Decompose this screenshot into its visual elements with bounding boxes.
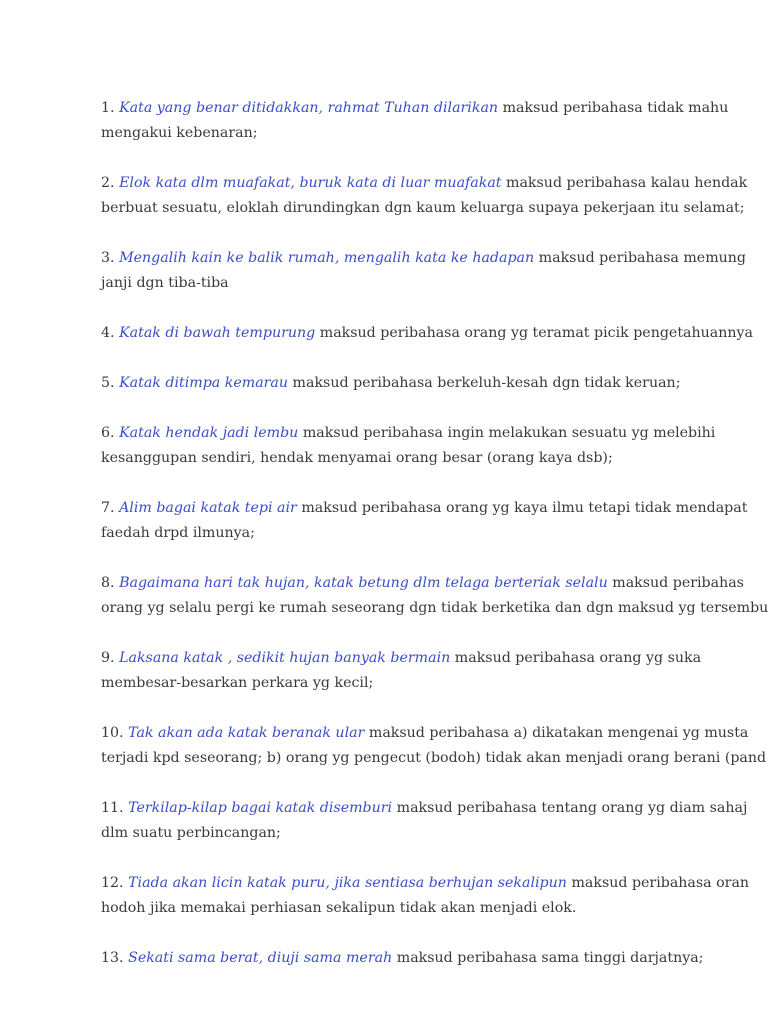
entry-first-line xyxy=(101,96,729,121)
meaning-text: maksud peribahasa oran xyxy=(571,875,750,891)
proverb-entry xyxy=(101,171,748,221)
meaning-text: maksud peribahasa kalau hendak xyxy=(506,175,748,191)
proverb-text: Terkilap-kilap bagai katak disemburi xyxy=(128,800,393,816)
meaning-continuation: faedah drpd ilmunya; xyxy=(101,525,255,541)
proverb-entry xyxy=(101,721,767,771)
proverb-entry xyxy=(101,496,748,546)
proverb-entry xyxy=(101,571,768,621)
entry-number: 2. xyxy=(101,175,115,191)
meaning-continuation: kesanggupan sendiri, hendak menyamai orang besar (orang kaya dsb); xyxy=(101,450,613,466)
meaning-text: maksud peribahasa orang yg teramat picik pengetahuannya xyxy=(319,325,753,341)
proverb-text: Alim bagai katak tepi air xyxy=(119,500,297,516)
meaning-text: maksud peribahasa a) dikatakan mengenai yg musta xyxy=(368,725,749,741)
meaning-continuation: dlm suatu perbincangan; xyxy=(101,825,281,841)
entry-first-line xyxy=(101,246,747,271)
meaning-continuation: terjadi kpd seseorang; b) orang yg pengecut (bodoh) tidak akan menjadi orang berani (pand xyxy=(101,750,767,766)
entry-number: 5. xyxy=(101,375,115,391)
proverb-text: Katak di bawah tempurung xyxy=(119,325,316,341)
meaning-text: maksud peribahasa orang yg suka xyxy=(454,650,702,666)
proverb-text: Kata yang benar ditidakkan, rahmat Tuhan dilarikan xyxy=(119,100,499,116)
entry-number: 10. xyxy=(101,725,124,741)
proverb-entry xyxy=(101,246,747,296)
proverb-text: Mengalih kain ke balik rumah, mengalih kata ke hadapan xyxy=(119,250,535,266)
entry-first-line xyxy=(101,421,716,446)
proverb-text: Bagaimana hari tak hujan, katak betung dlm telaga berteriak selalu xyxy=(119,575,608,591)
entry-number: 4. xyxy=(101,325,115,341)
entry-first-line xyxy=(101,371,701,396)
proverb-entry xyxy=(101,421,716,471)
entry-first-line xyxy=(101,321,753,346)
entry-first-line xyxy=(101,796,748,821)
meaning-continuation: mengakui kebenaran; xyxy=(101,125,258,141)
entry-number: 1. xyxy=(101,100,115,116)
proverb-entry xyxy=(101,946,704,971)
meaning-continuation: janji dgn tiba-tiba xyxy=(101,275,229,291)
proverb-entry xyxy=(101,96,729,146)
entry-number: 6. xyxy=(101,425,115,441)
proverb-text: Laksana katak , sedikit hujan banyak bermain xyxy=(119,650,451,666)
proverb-entry xyxy=(101,871,750,921)
meaning-text: maksud peribahasa memung xyxy=(538,250,747,266)
entry-first-line xyxy=(101,171,748,196)
entry-first-line xyxy=(101,571,744,596)
entry-number: 7. xyxy=(101,500,115,516)
meaning-text: maksud peribahasa ingin melakukan sesuatu yg melebihi xyxy=(302,425,716,441)
meaning-continuation: hodoh jika memakai perhiasan sekalipun tidak akan menjadi elok. xyxy=(101,900,577,916)
entry-first-line xyxy=(101,871,750,896)
entry-first-line xyxy=(101,496,748,521)
proverb-entry xyxy=(101,796,748,846)
meaning-continuation: berbuat sesuatu, eloklah dirundingkan dgn kaum keluarga supaya pekerjaan itu selamat; xyxy=(101,200,745,216)
entry-number: 11. xyxy=(101,800,124,816)
meaning-continuation: membesar-besarkan perkara yg kecil; xyxy=(101,675,374,691)
meaning-text: maksud peribahas xyxy=(612,575,744,591)
entry-first-line xyxy=(101,721,749,746)
proverb-text: Sekati sama berat, diuji sama merah xyxy=(128,950,393,966)
proverb-text: Tiada akan licin katak puru, jika sentiasa berhujan sekalipun xyxy=(128,875,567,891)
meaning-text: maksud peribahasa berkeluh-kesah dgn tidak keruan; xyxy=(292,375,681,391)
proverb-text: Tak akan ada katak beranak ular xyxy=(128,725,365,741)
entry-first-line xyxy=(101,646,701,671)
proverb-text: Katak hendak jadi lembu xyxy=(119,425,299,441)
meaning-text: maksud peribahasa tidak mahu xyxy=(502,100,729,116)
meaning-text: maksud peribahasa tentang orang yg diam sahaj xyxy=(396,800,748,816)
proverb-text: Elok kata dlm muafakat, buruk kata di luar muafakat xyxy=(119,175,502,191)
meaning-text: maksud peribahasa orang yg kaya ilmu tetapi tidak mendapat xyxy=(301,500,748,516)
meaning-continuation: orang yg selalu pergi ke rumah seseorang dgn tidak berketika dan dgn maksud yg tersembu xyxy=(101,600,768,616)
entry-number: 3. xyxy=(101,250,115,266)
entry-number: 9. xyxy=(101,650,115,666)
proverb-entry xyxy=(101,321,753,346)
proverb-entry xyxy=(101,371,701,396)
entry-number: 8. xyxy=(101,575,115,591)
entry-number: 12. xyxy=(101,875,124,891)
entry-number: 13. xyxy=(101,950,124,966)
proverb-entry xyxy=(101,646,701,696)
proverb-list xyxy=(101,96,768,996)
proverb-text: Katak ditimpa kemarau xyxy=(119,375,289,391)
entry-first-line xyxy=(101,946,704,971)
meaning-text: maksud peribahasa sama tinggi darjatnya; xyxy=(396,950,704,966)
